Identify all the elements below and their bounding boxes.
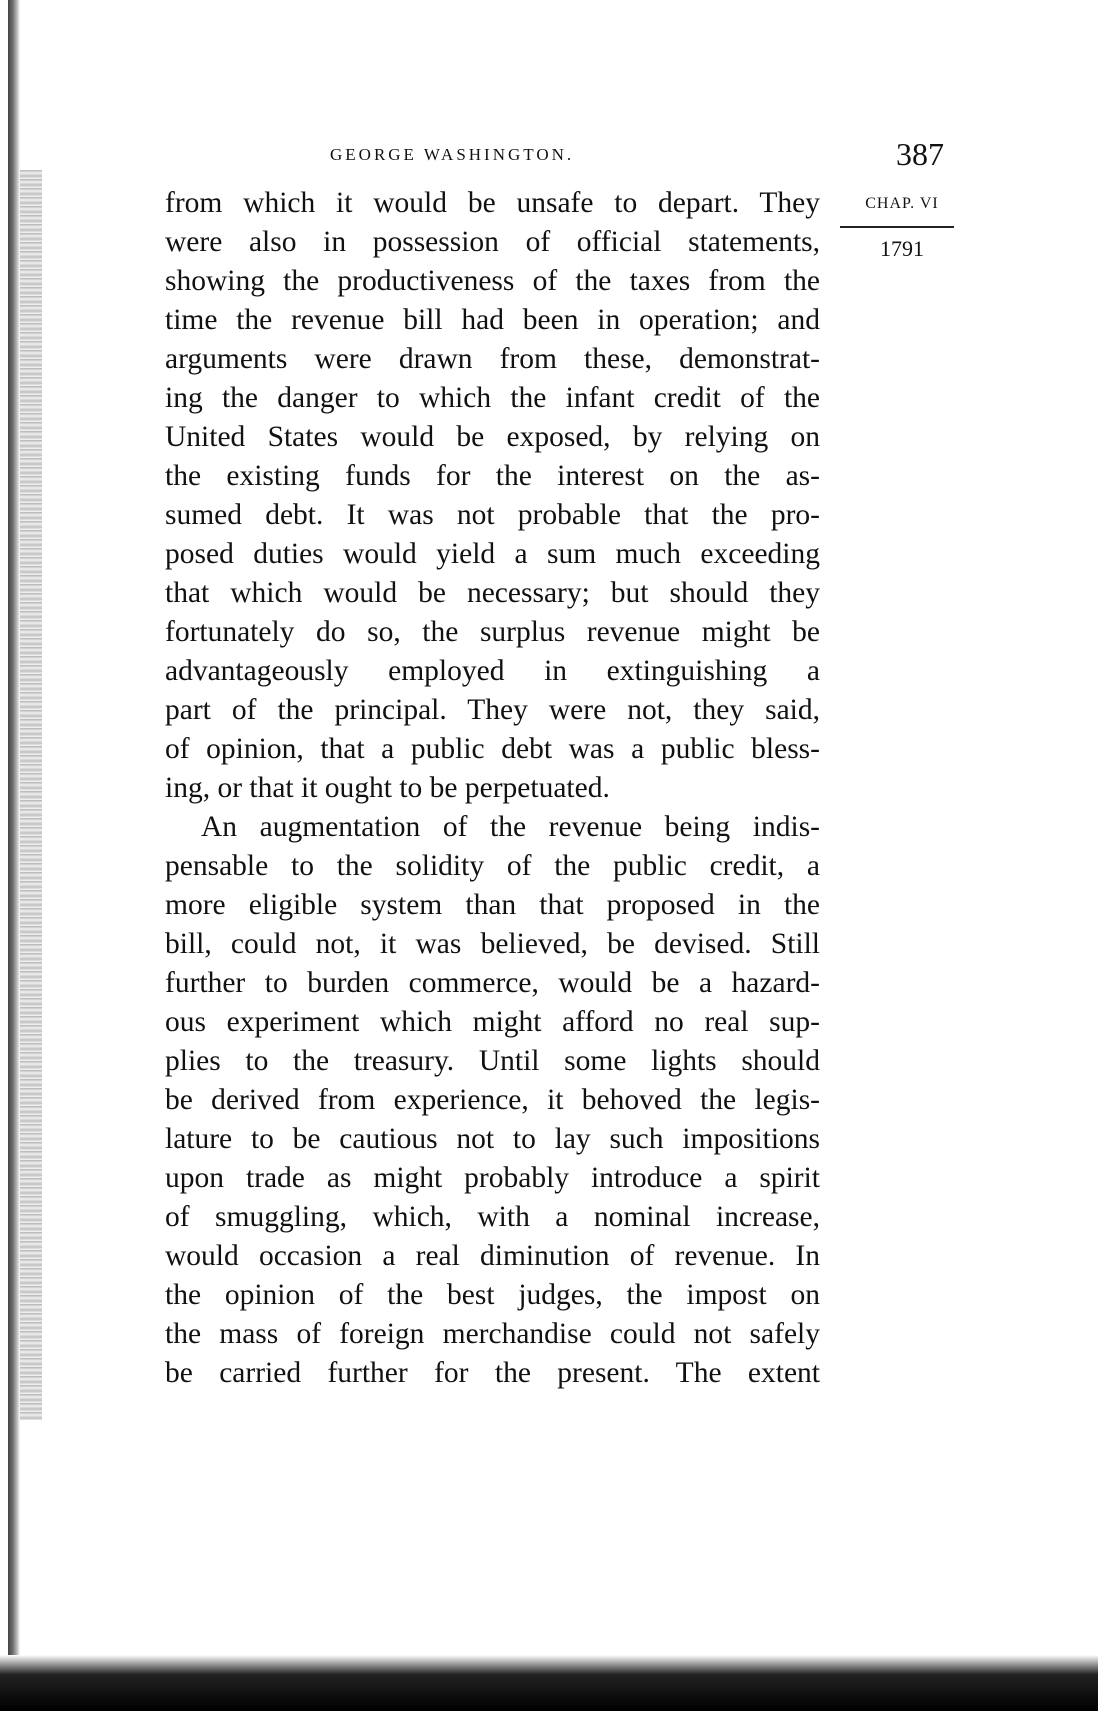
margin-year: 1791 <box>880 236 924 261</box>
paragraph-1 <box>165 184 820 808</box>
text-line: the existing funds for the interest on the as- <box>165 460 820 492</box>
paragraph-2 <box>165 808 820 1393</box>
text-line: more eligible system than that proposed in the <box>165 889 820 921</box>
text-line: from which it would be unsafe to depart. They <box>165 187 820 219</box>
page-bottom-edge <box>0 1655 1098 1711</box>
text-line: be derived from experience, it behoved the legis- <box>165 1084 820 1116</box>
text-line: ing the danger to which the infant credit of the <box>165 382 820 414</box>
text-line: posed duties would yield a sum much exceeding <box>165 538 820 570</box>
text-line: ing, or that it ought to be perpetuated. <box>165 772 610 804</box>
text-line: fortunately do so, the surplus revenue might be <box>165 616 820 648</box>
text-line: would occasion a real diminution of revenue. In <box>165 1240 820 1272</box>
text-line: upon trade as might probably introduce a spirit <box>165 1162 820 1194</box>
margin-chapter-label: CHAP. VI <box>865 195 939 212</box>
text-line: plies to the treasury. Until some lights should <box>165 1045 820 1077</box>
book-binding-shadow <box>20 170 42 1420</box>
book-binding-edge <box>8 0 20 1711</box>
text-line: advantageously employed in extinguishing a <box>165 655 820 687</box>
text-line: time the revenue bill had been in operation; and <box>165 304 820 336</box>
text-line: showing the productiveness of the taxes from the <box>165 265 820 297</box>
text-line: of smuggling, which, with a nominal increase, <box>165 1201 820 1233</box>
text-line: the opinion of the best judges, the impost on <box>165 1279 820 1311</box>
body-text <box>165 184 820 1393</box>
text-line: that which would be necessary; but should they <box>165 577 820 609</box>
text-line: An augmentation of the revenue being indis- <box>201 811 820 843</box>
text-line: arguments were drawn from these, demonstrat- <box>165 343 820 375</box>
text-line: United States would be exposed, by relying on <box>165 421 820 453</box>
text-line: sumed debt. It was not probable that the pro- <box>165 499 820 531</box>
margin-rule <box>840 226 954 228</box>
text-line: further to burden commerce, would be a hazard- <box>165 967 820 999</box>
text-line: part of the principal. They were not, they said, <box>165 694 820 726</box>
text-line: were also in possession of official statements, <box>165 226 820 258</box>
text-line: pensable to the solidity of the public credit, a <box>165 850 820 882</box>
running-head: GEORGE WASHINGTON. <box>330 145 575 164</box>
text-line: lature to be cautious not to lay such impositions <box>165 1123 820 1155</box>
text-line: be carried further for the present. The extent <box>165 1357 820 1389</box>
text-line: ous experiment which might afford no real sup- <box>165 1006 820 1038</box>
page-number: 387 <box>896 136 944 172</box>
text-line: bill, could not, it was believed, be devised. Still <box>165 928 820 960</box>
text-line: of opinion, that a public debt was a public bless- <box>165 733 820 765</box>
text-line: the mass of foreign merchandise could not safely <box>165 1318 820 1350</box>
